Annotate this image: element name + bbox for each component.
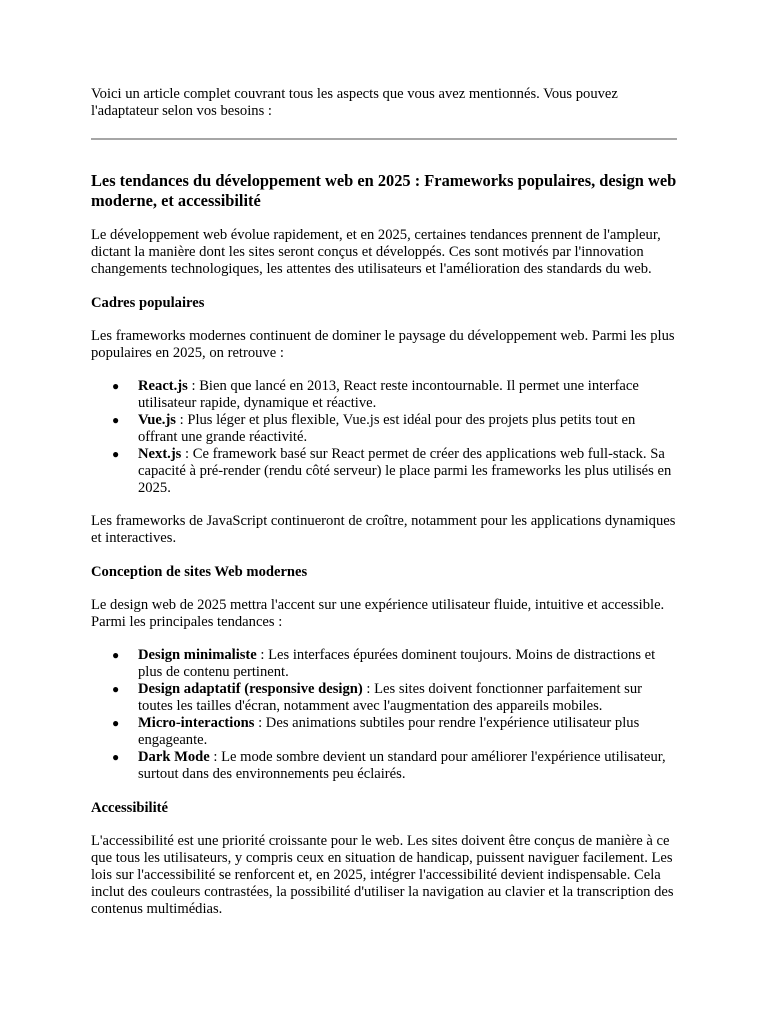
section-heading-accessibility: Accessibilité [91, 800, 169, 816]
frameworks-outro: Les frameworks de JavaScript continueront de croître, notamment pour les applications dynamiques et interactives. [91, 513, 676, 546]
bullet-icon: ● [112, 682, 120, 696]
list-item [91, 378, 677, 412]
lead-paragraph: Le développement web évolue rapidement, et en 2025, certaines tendances prennent de l'ampleur, dictant la manière dont les sites seront conçus et développés. Ces sont motivés par l'innovation changements technologiques, les attentes des utilisateurs et l'amélioration des standards du web. [91, 227, 661, 277]
section-heading-frameworks: Cadres populaires [91, 295, 205, 311]
list-item-text: : Plus léger et plus flexible, Vue.js est idéal pour des projets plus petits tout en offrant une grande réactivité. [138, 412, 636, 445]
list-item-term: Design adaptatif (responsive design) [138, 681, 363, 697]
article-title: Les tendances du développement web en 2025 : Frameworks populaires, design web moderne, et accessibilité [91, 171, 677, 210]
bullet-icon: ● [112, 379, 120, 393]
bullet-icon: ● [112, 413, 120, 427]
frameworks-list [91, 378, 677, 497]
list-item-term: Vue.js [138, 412, 176, 428]
frameworks-intro: Les frameworks modernes continuent de dominer le paysage du développement web. Parmi les plus populaires en 2025, on retrouve : [91, 328, 675, 361]
list-item-text: : Bien que lancé en 2013, React reste incontournable. Il permet une interface utilisateur rapide, dynamique et réactive. [138, 378, 639, 411]
intro-text: Voici un article complet couvrant tous les aspects que vous avez mentionnés. Vous pouvez l'adaptateur selon vos besoins : [91, 86, 618, 119]
list-item [91, 681, 677, 715]
section-heading-design: Conception de sites Web modernes [91, 564, 308, 580]
list-item [91, 647, 677, 681]
horizontal-rule [91, 138, 677, 140]
bullet-icon: ● [112, 648, 120, 662]
list-item-text: : Le mode sombre devient un standard pour améliorer l'expérience utilisateur, surtout dans des environnements peu éclairés. [138, 749, 666, 782]
list-item-term: Micro-interactions [138, 715, 255, 731]
list-item-term: Dark Mode [138, 749, 210, 765]
list-item-text: : Ce framework basé sur React permet de créer des applications web full-stack. Sa capacité à pré-render (rendu côté serveur) le place parmi les frameworks les plus utilisés en 2025. [138, 446, 672, 496]
list-item [91, 412, 677, 446]
list-item-text: : Les interfaces épurées dominent toujours. Moins de distractions et plus de contenu pertinent. [138, 647, 656, 680]
bullet-icon: ● [112, 447, 120, 461]
list-item-term: Next.js [138, 446, 182, 462]
list-item-text: : Des animations subtiles pour rendre l'expérience utilisateur plus engageante. [138, 715, 640, 748]
list-item [91, 749, 677, 783]
list-item-term: Design minimaliste [138, 647, 257, 663]
bullet-icon: ● [112, 750, 120, 764]
bullet-icon: ● [112, 716, 120, 730]
list-item [91, 446, 677, 497]
list-item-term: React.js [138, 378, 188, 394]
document-page [91, 86, 677, 918]
accessibility-text: L'accessibilité est une priorité croissante pour le web. Les sites doivent être conçus de manière à ce que tous les utilisateurs, y compris ceux en situation de handicap, puissent naviguer facilement. Les lois sur l'accessibilité se renforcent et, en 2025, intégrer l'accessibilité devient indispensable. Cela inclut des couleurs contrastées, la possibilité d'utiliser la navigation au clavier et la transcription des contenus multimédias. [91, 833, 674, 917]
design-intro: Le design web de 2025 mettra l'accent sur une expérience utilisateur fluide, intuitive et accessible. Parmi les principales tendances : [91, 597, 665, 630]
list-item-text: : Les sites doivent fonctionner parfaitement sur toutes les tailles d'écran, notamment avec l'augmentation des appareils mobiles. [138, 681, 642, 714]
list-item [91, 715, 677, 749]
design-list [91, 647, 677, 783]
